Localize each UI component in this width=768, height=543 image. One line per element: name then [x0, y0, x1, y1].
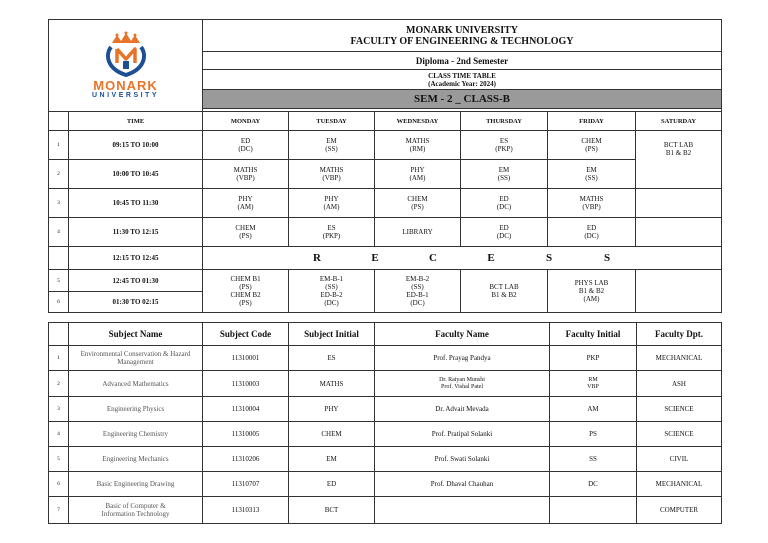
header-faculty-dept: Faculty Dpt.	[637, 323, 722, 346]
faculty-initial: RM VBP	[550, 371, 637, 397]
saturday-lab-cell: BCT LAB B1 & B2	[636, 131, 722, 189]
subject-initial: PHY	[289, 397, 375, 422]
time-slot: 10:00 TO 10:45	[69, 160, 203, 189]
subject-name: Engineering Physics	[69, 397, 203, 422]
faculty-name: FACULTY OF ENGINEERING & TECHNOLOGY	[350, 35, 574, 47]
class-time-table-label: CLASS TIME TABLE	[428, 71, 496, 80]
subject-initial: ES	[289, 346, 375, 371]
slot-cell: MATHS (VBP)	[203, 160, 289, 189]
subject-name: Environmental Conservation & Hazard Management	[69, 346, 203, 371]
header-faculty-initial: Faculty Initial	[550, 323, 637, 346]
lab-cell: PHYS LAB B1 & B2 (AM)	[548, 270, 636, 313]
slot-cell: MATHS (VBP)	[548, 189, 636, 218]
table-row	[49, 218, 722, 247]
subject-initial: BCT	[289, 497, 375, 524]
table-row	[49, 270, 722, 292]
faculty-initial: SS	[550, 447, 637, 472]
faculty-initial: PS	[550, 422, 637, 447]
lab-cell: EM-B-1 (SS) ED-B-2 (DC)	[289, 270, 375, 313]
slot-cell: ES (PKP)	[461, 131, 548, 160]
faculty-initial: PKP	[550, 346, 637, 371]
time-slot: 09:15 TO 10:00	[69, 131, 203, 160]
lab-cell: BCT LAB B1 & B2	[461, 270, 548, 313]
slot-cell: ED (DC)	[548, 218, 636, 247]
header-wednesday: WEDNESDAY	[375, 112, 461, 131]
subject-code: 11310206	[203, 447, 289, 472]
slot-cell: ES (PKP)	[289, 218, 375, 247]
program-title: Diploma - 2nd Semester	[203, 52, 722, 70]
slot-cell: ED (DC)	[203, 131, 289, 160]
subject-name: Basic of Computer & Information Technology	[69, 497, 203, 524]
row-index: 1	[49, 131, 69, 160]
table-title	[203, 70, 722, 90]
row-index: 5	[49, 270, 69, 292]
table-row	[49, 371, 722, 397]
slot-cell: EM (SS)	[461, 160, 548, 189]
header-subject-code: Subject Code	[203, 323, 289, 346]
university-header	[203, 20, 722, 52]
faculty-name: Prof. Swati Solanki	[375, 447, 550, 472]
row-index: 4	[49, 218, 69, 247]
header-thursday: THURSDAY	[461, 112, 548, 131]
faculty-dept: ASH	[637, 371, 722, 397]
time-slot: 01:30 TO 02:15	[69, 292, 203, 313]
faculty-dept: MECHANICAL	[637, 346, 722, 371]
faculty-dept: COMPUTER	[637, 497, 722, 524]
slot-cell: ED (DC)	[461, 218, 548, 247]
empty-cell	[636, 218, 722, 247]
subject-initial: EM	[289, 447, 375, 472]
recess-time: 12:15 TO 12:45	[69, 247, 203, 270]
row-index: 2	[49, 371, 69, 397]
header-faculty-name: Faculty Name	[375, 323, 550, 346]
faculty-initial	[550, 497, 637, 524]
slot-cell: PHY (AM)	[375, 160, 461, 189]
subject-initial: MATHS	[289, 371, 375, 397]
table-row	[49, 497, 722, 524]
table-row	[49, 346, 722, 371]
slot-cell: CHEM (PS)	[375, 189, 461, 218]
timetable-header-row	[49, 112, 722, 131]
subject-code: 11310005	[203, 422, 289, 447]
subject-code: 11310001	[203, 346, 289, 371]
faculty-name: Prof. Dhaval Chauhan	[375, 472, 550, 497]
slot-cell: ED (DC)	[461, 189, 548, 218]
subject-initial: ED	[289, 472, 375, 497]
slot-cell: CHEM (PS)	[548, 131, 636, 160]
subject-initial: CHEM	[289, 422, 375, 447]
table-row	[49, 397, 722, 422]
subject-code: 11310313	[203, 497, 289, 524]
academic-year-label: (Academic Year: 2024)	[428, 79, 496, 88]
row-index: 4	[49, 422, 69, 447]
subject-name: Engineering Chemistry	[69, 422, 203, 447]
faculty-name: Prof. Pratipal Solanki	[375, 422, 550, 447]
faculty-dept: MECHANICAL	[637, 472, 722, 497]
crown-shield-logo-icon	[103, 31, 149, 77]
timetable	[48, 19, 722, 313]
logo-cell	[49, 20, 203, 112]
time-slot: 11:30 TO 12:15	[69, 218, 203, 247]
slot-cell: PHY (AM)	[289, 189, 375, 218]
table-row	[49, 472, 722, 497]
slot-cell: MATHS (VBP)	[289, 160, 375, 189]
university-name: MONARK UNIVERSITY	[406, 24, 518, 36]
row-index: 7	[49, 497, 69, 524]
row-index: 1	[49, 346, 69, 371]
subject-name: Basic Engineering Drawing	[69, 472, 203, 497]
lab-cell: CHEM B1 (PS) CHEM B2 (PS)	[203, 270, 289, 313]
empty-cell	[636, 270, 722, 313]
header-subject-name: Subject Name	[69, 323, 203, 346]
subject-code: 11310004	[203, 397, 289, 422]
empty-cell	[636, 189, 722, 218]
subject-header-row	[49, 323, 722, 346]
slot-cell: CHEM (PS)	[203, 218, 289, 247]
faculty-dept: SCIENCE	[637, 422, 722, 447]
faculty-name: Dr. Advait Mevada	[375, 397, 550, 422]
table-row	[49, 189, 722, 218]
row-index: 3	[49, 397, 69, 422]
header-monday: MONDAY	[203, 112, 289, 131]
slot-cell: PHY (AM)	[203, 189, 289, 218]
faculty-name: Dr. Raiyan Munshi Prof. Vishal Patel	[375, 371, 550, 397]
slot-cell: EM (SS)	[548, 160, 636, 189]
header-saturday: SATURDAY	[636, 112, 722, 131]
subject-code: 11310003	[203, 371, 289, 397]
subject-table	[48, 322, 722, 524]
subject-name: Engineering Mechanics	[69, 447, 203, 472]
subject-code: 11310707	[203, 472, 289, 497]
logo-subtext: UNIVERSITY	[92, 92, 160, 99]
table-row	[49, 447, 722, 472]
lab-cell: EM-B-2 (SS) ED-B-1 (DC)	[375, 270, 461, 313]
table-row	[49, 131, 722, 160]
row-index: 6	[49, 292, 69, 313]
time-slot: 10:45 TO 11:30	[69, 189, 203, 218]
recess-label: R E C E S S	[203, 247, 722, 270]
faculty-initial: DC	[550, 472, 637, 497]
header-tuesday: TUESDAY	[289, 112, 375, 131]
header-subject-initial: Subject Initial	[289, 323, 375, 346]
row-index: 3	[49, 189, 69, 218]
faculty-dept: SCIENCE	[637, 397, 722, 422]
faculty-name	[375, 497, 550, 524]
time-slot: 12:45 TO 01:30	[69, 270, 203, 292]
faculty-initial: AM	[550, 397, 637, 422]
faculty-dept: CIVIL	[637, 447, 722, 472]
header-time: TIME	[69, 112, 203, 131]
header-friday: FRIDAY	[548, 112, 636, 131]
row-index: 2	[49, 160, 69, 189]
faculty-name: Prof. Prayag Pandya	[375, 346, 550, 371]
recess-row	[49, 247, 722, 270]
sem-class-banner: SEM - 2 _ CLASS-B	[203, 90, 722, 109]
table-row	[49, 160, 722, 189]
table-row	[49, 422, 722, 447]
slot-cell: EM (SS)	[289, 131, 375, 160]
slot-cell: LIBRARY	[375, 218, 461, 247]
subject-name: Advanced Mathematics	[69, 371, 203, 397]
row-index: 5	[49, 447, 69, 472]
logo-wordmark: MONARK	[93, 78, 158, 93]
slot-cell: MATHS (RM)	[375, 131, 461, 160]
row-index: 6	[49, 472, 69, 497]
